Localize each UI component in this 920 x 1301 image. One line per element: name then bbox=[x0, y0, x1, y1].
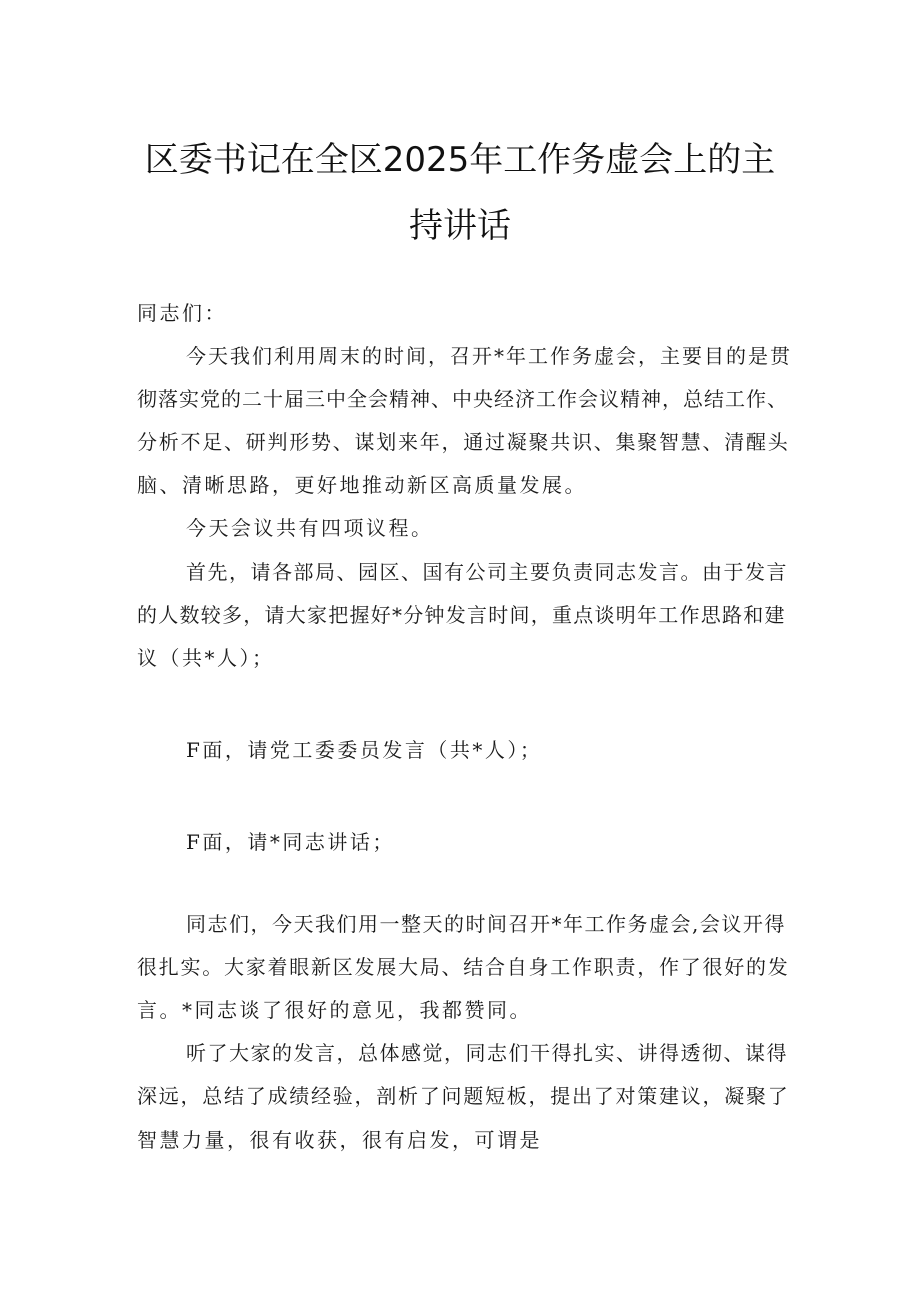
paragraph-1-line-1: 今天我们利用周末的时间，召开*年工作务虚会，主要目的是贯 bbox=[186, 344, 792, 368]
document-title-line-2: 持讲话 bbox=[409, 206, 511, 246]
document-title-line-1: 区委书记在全区2025年工作务虚会上的主 bbox=[144, 140, 776, 180]
salutation: 同志们： bbox=[137, 301, 227, 325]
paragraph-1-line-4: 脑、清晰思路，更好地推动新区高质量发展。 bbox=[137, 473, 587, 497]
paragraph-6-line-3: 言。*同志谈了很好的意见，我都赞同。 bbox=[137, 998, 532, 1022]
paragraph-7-line-3: 智慧力量，很有收获，很有启发，可谓是 bbox=[137, 1128, 542, 1152]
paragraph-2: 今天会议共有四项议程。 bbox=[186, 516, 434, 540]
paragraph-5: F面，请*同志讲话； bbox=[186, 830, 395, 854]
paragraph-3-line-1: 首先，请各部局、园区、国有公司主要负责同志发言。由于发言 bbox=[186, 560, 788, 584]
paragraph-7-line-2: 深远，总结了成绩经验，剖析了问题短板，提出了对策建议，凝聚了 bbox=[137, 1084, 790, 1108]
paragraph-3-line-3: 议（共*人）； bbox=[137, 646, 275, 670]
paragraph-7-line-1: 听了大家的发言，总体感觉，同志们干得扎实、讲得透彻、谋得 bbox=[186, 1041, 788, 1065]
paragraph-6-line-1: 同志们，今天我们用一整天的时间召开*年工作务虚会,会议开得 bbox=[186, 912, 786, 936]
paragraph-1-line-3: 分析不足、研判形势、谋划来年，通过凝聚共识、集聚智慧、清醒头 bbox=[137, 430, 790, 454]
paragraph-3-line-2: 的人数较多，请大家把握好*分钟发言时间，重点谈明年工作思路和建 bbox=[137, 603, 786, 627]
paragraph-4: F面，请党工委委员发言（共*人）； bbox=[186, 738, 543, 762]
paragraph-6-line-2: 很扎实。大家着眼新区发展大局、结合自身工作职责，作了很好的发 bbox=[137, 955, 790, 979]
paragraph-1-line-2: 彻落实党的二十届三中全会精神、中央经济工作会议精神，总结工作、 bbox=[137, 387, 788, 411]
